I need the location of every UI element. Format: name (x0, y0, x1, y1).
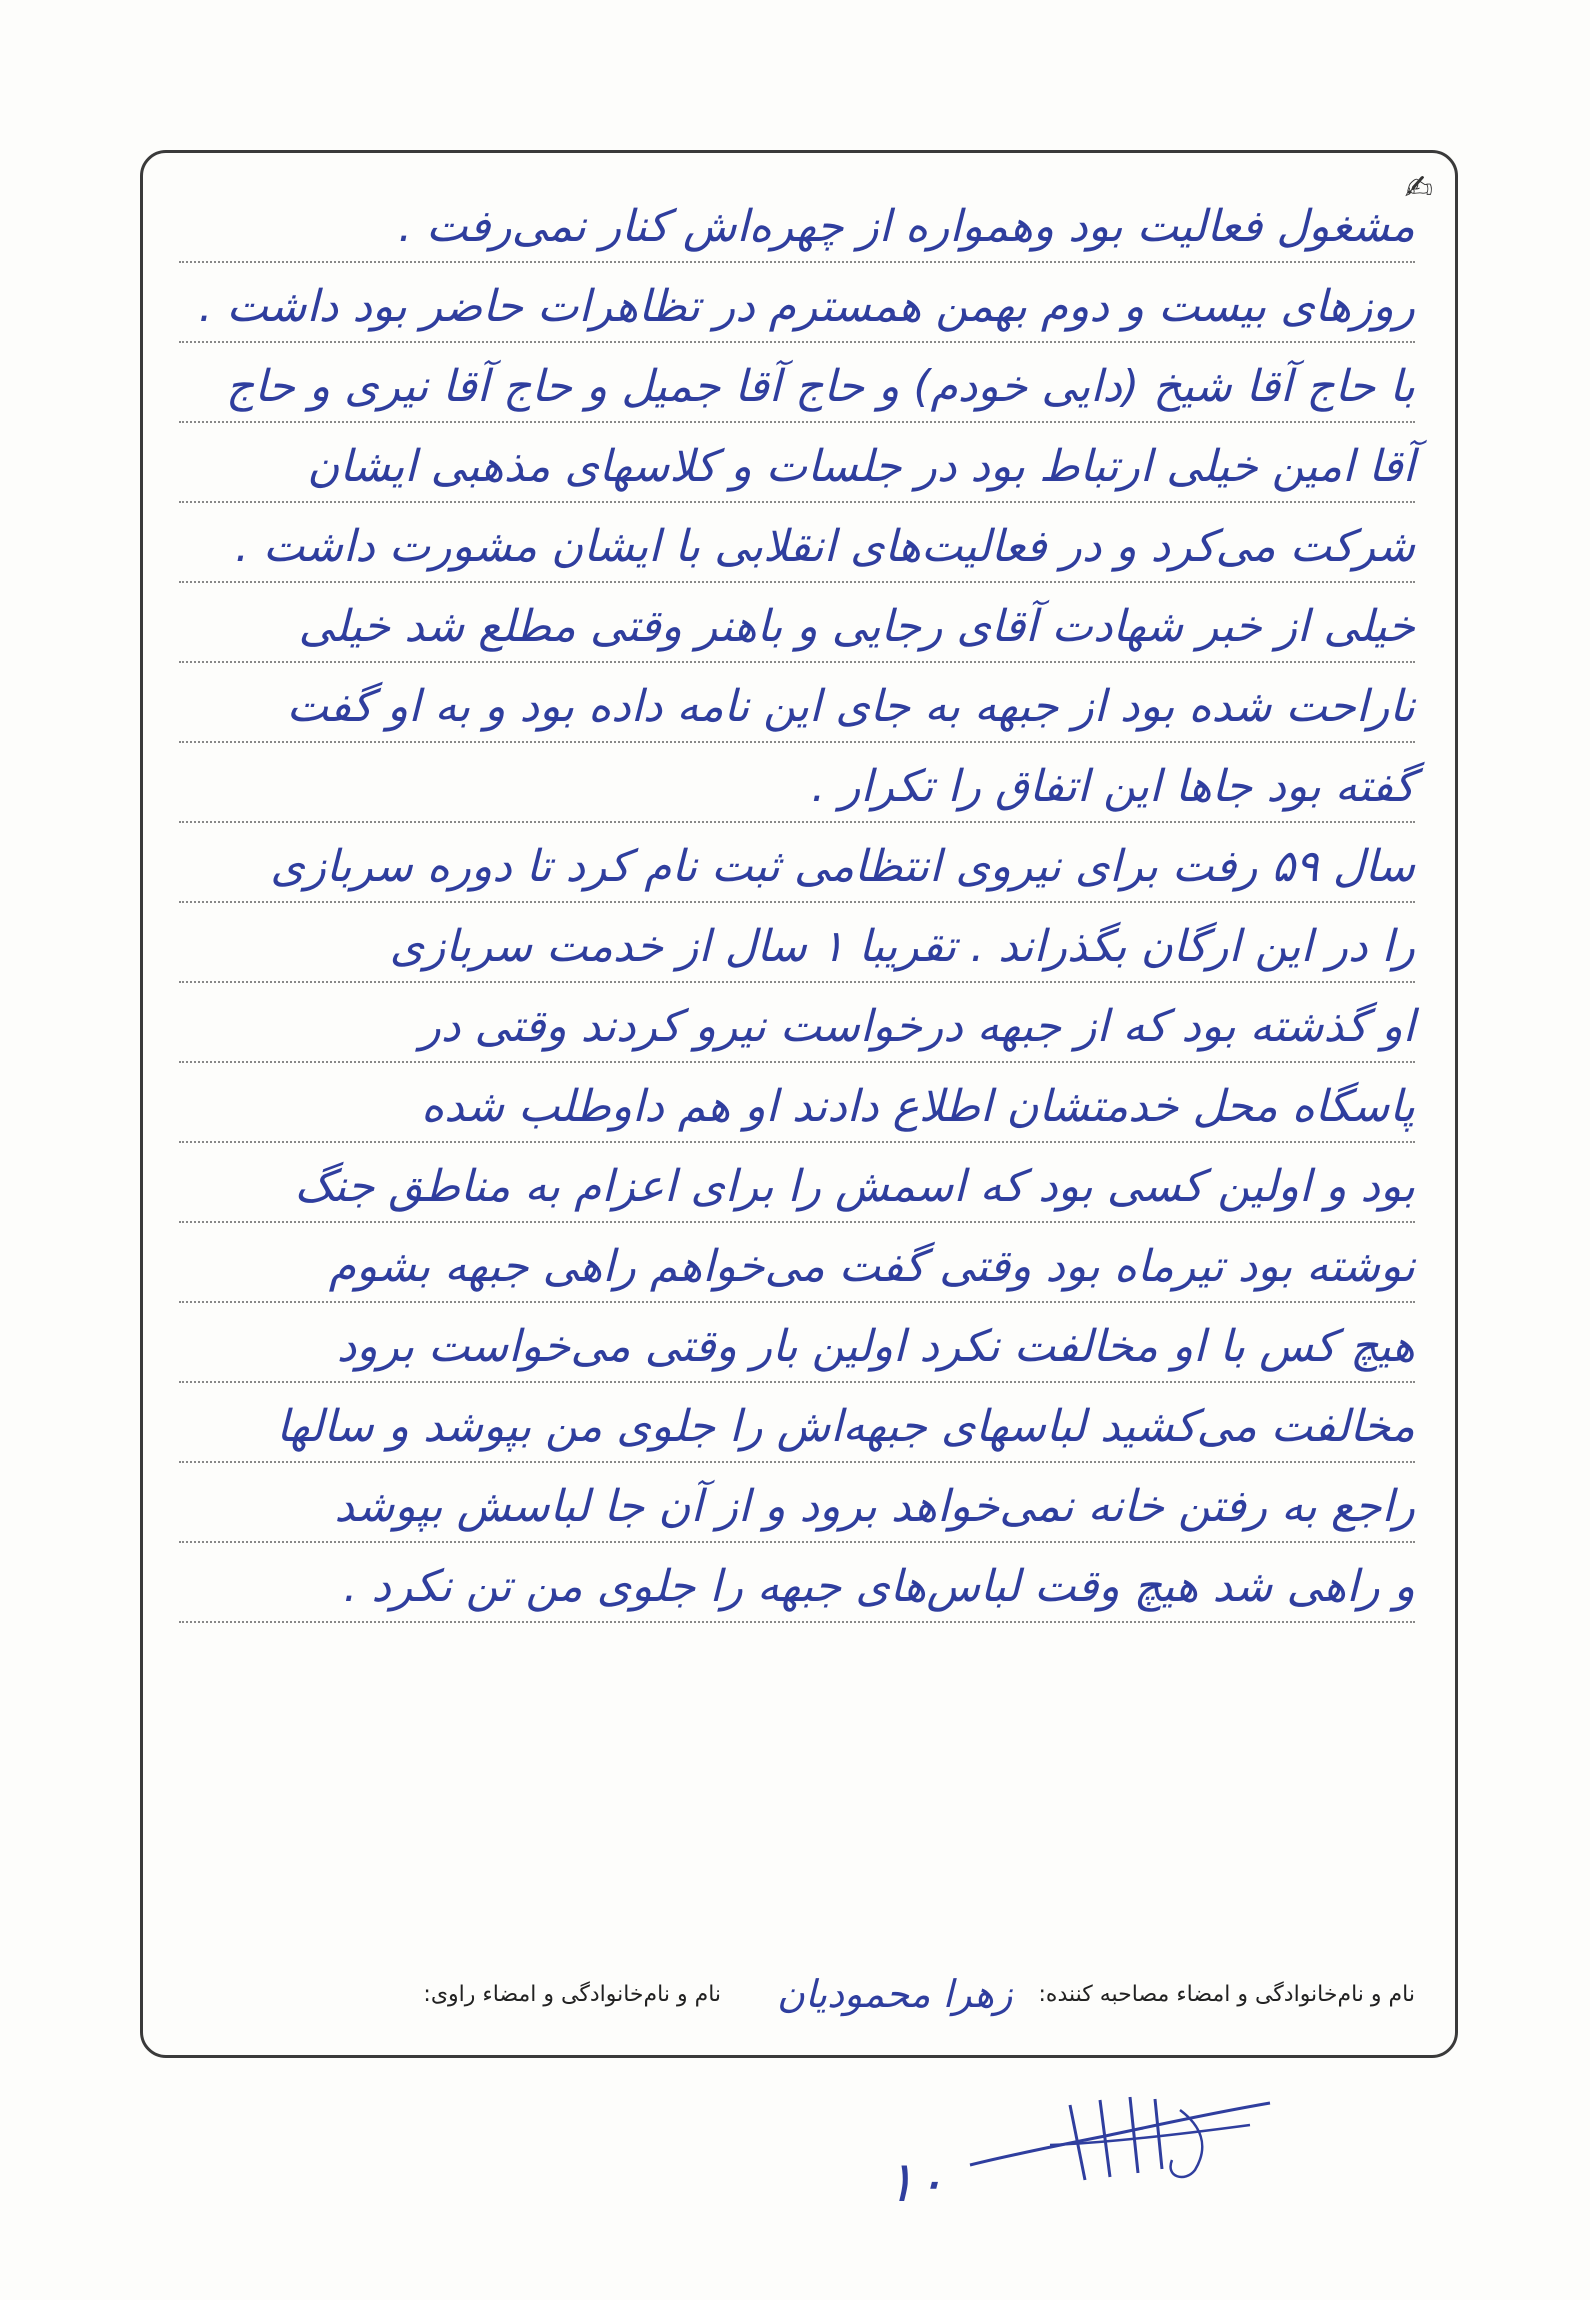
ruled-line (179, 1383, 1415, 1463)
narrator-signature-icon (950, 2085, 1280, 2195)
handwritten-line: شرکت می‌کرد و در فعالیت‌های انقلابی با ایشان مشورت داشت . (234, 521, 1415, 573)
handwritten-line: هیچ کس با او مخالفت نکرد اولین بار وقتی می‌خواست برود (336, 1321, 1415, 1373)
ruled-line (179, 1143, 1415, 1223)
handwritten-line: آقا امین خیلی ارتباط بود در جلسات و کلاسهای مذهبی ایشان (307, 441, 1415, 493)
handwritten-line: گفته بود جاها این اتفاق را تکرار . (811, 761, 1415, 813)
handwritten-line: را در این ارگان بگذراند . تقریبا ۱ سال از خدمت سربازی (389, 921, 1415, 973)
ruled-line (179, 743, 1415, 823)
ruled-line (179, 503, 1415, 583)
ruled-line (179, 1223, 1415, 1303)
ruled-line (179, 903, 1415, 983)
pen-icon: ✍ (1404, 168, 1433, 208)
ruled-line (179, 263, 1415, 343)
ruled-line (179, 583, 1415, 663)
handwritten-line: مخالفت می‌کشید لباسهای جبهه‌اش را جلوی من بپوشد و سالها (276, 1401, 1415, 1453)
ruled-lines (179, 183, 1415, 1623)
ruled-line (179, 423, 1415, 503)
handwritten-line: راجع به رفتن خانه نمی‌خواهد برود و از آن جا لباسش بپوشد (334, 1481, 1415, 1533)
ruled-line (179, 1543, 1415, 1623)
narrator-label: نام و نام‌خانوادگی و امضاء راوی: (423, 1981, 722, 2007)
ruled-line (179, 343, 1415, 423)
handwritten-line: و راهی شد هیچ وقت لباس‌های جبهه را جلوی من تن نکرد . (343, 1561, 1415, 1613)
page-number: ۱۰ (885, 2150, 946, 2215)
ruled-line (179, 823, 1415, 903)
signature-footer (179, 1959, 1415, 2029)
form-frame (140, 150, 1458, 2058)
handwritten-line: پاسگاه محل خدمتشان اطلاع دادند او هم داوطلب شده (421, 1081, 1415, 1133)
ruled-line (179, 663, 1415, 743)
ruled-line (179, 1463, 1415, 1543)
handwritten-line: روزهای بیست و دوم بهمن همسترم در تظاهرات حاضر بود داشت . (198, 281, 1415, 333)
interviewer-signature: زهرا محمودیان (777, 1972, 1013, 2016)
ruled-line (179, 1303, 1415, 1383)
handwritten-line: نوشته بود تیرماه بود وقتی گفت می‌خواهم راهی جبهه بشوم (328, 1241, 1415, 1293)
handwritten-line: خیلی از خبر شهادت آقای رجایی و باهنر وقتی مطلع شد خیلی (298, 601, 1415, 653)
ruled-line (179, 1063, 1415, 1143)
handwritten-line: مشغول فعالیت بود وهمواره از چهره‌اش کنار نمی‌رفت . (398, 201, 1415, 253)
handwritten-line: بود و اولین کسی بود که اسمش را برای اعزام به مناطق جنگ (294, 1161, 1415, 1213)
handwritten-line: با حاج آقا شیخ (دایی خودم) و حاج آقا جمیل و حاج آقا نیری و حاج (225, 361, 1415, 413)
interviewer-label: نام و نام‌خانوادگی و امضاء مصاحبه کننده: (1038, 1981, 1415, 2007)
handwritten-line: ناراحت شده بود از جبهه به جای این نامه داده بود و به او گفت (286, 681, 1415, 733)
handwritten-line: او گذشته بود که از جبهه درخواست نیرو کردند وقتی در (419, 1001, 1415, 1053)
ruled-line (179, 983, 1415, 1063)
ruled-line (179, 183, 1415, 263)
handwritten-line: سال ۵۹ رفت برای نیروی انتظامی ثبت نام کرد تا دوره سربازی (270, 841, 1415, 893)
